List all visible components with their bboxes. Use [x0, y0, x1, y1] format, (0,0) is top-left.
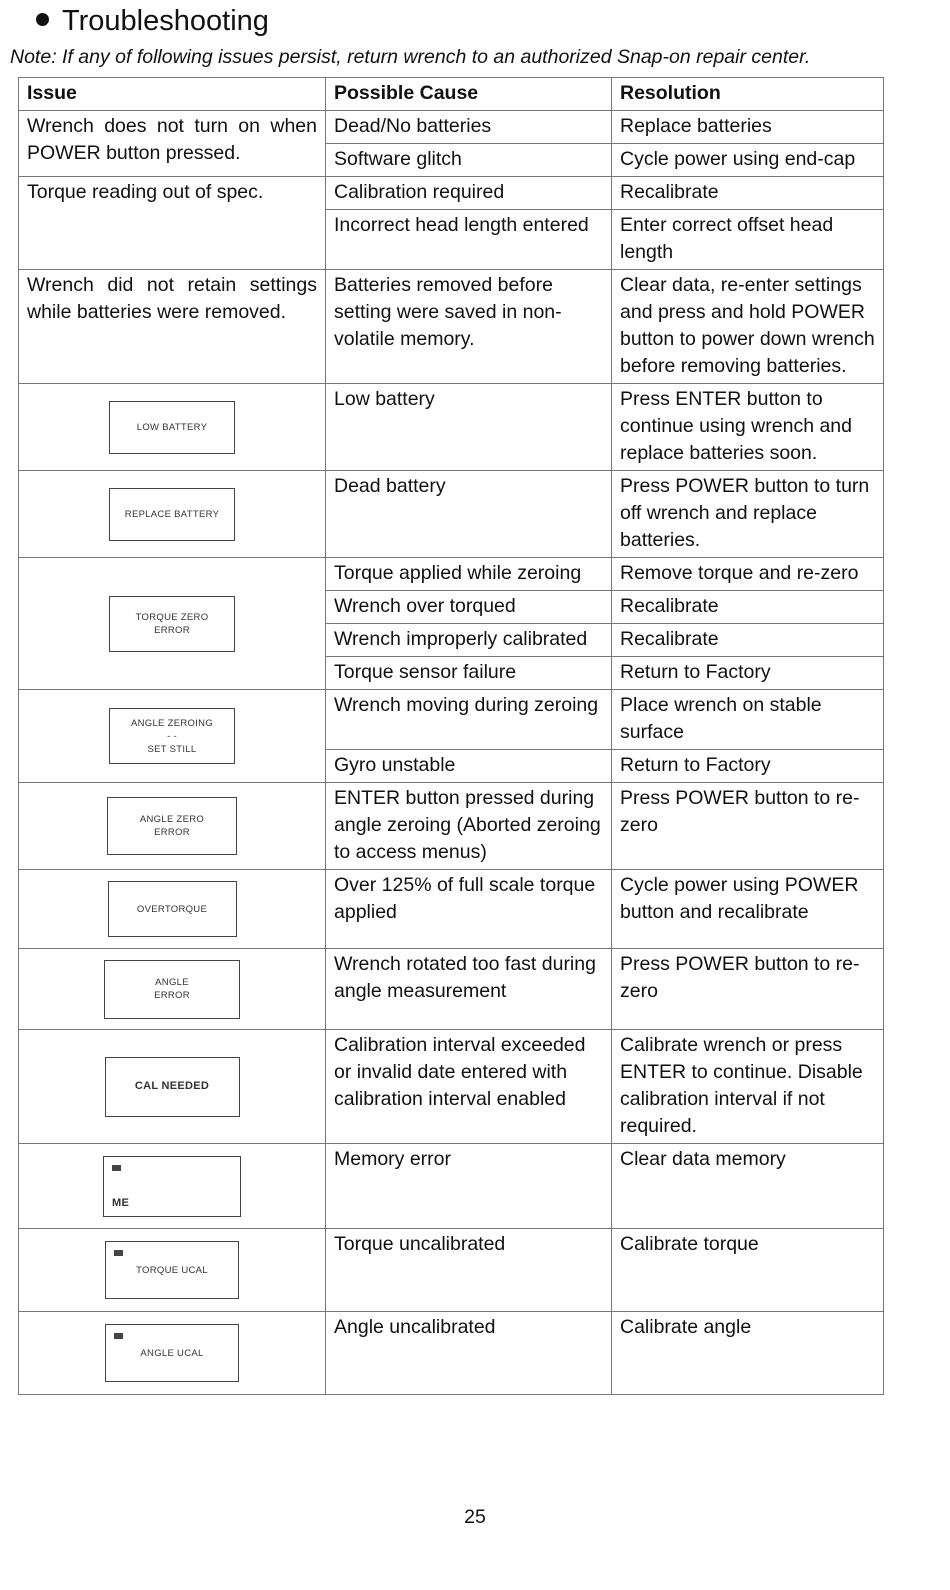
issue-cell: Wrench does not turn on when POWER button pressed.	[19, 111, 326, 177]
display-cell	[19, 949, 326, 1030]
lcd-line: CAL NEEDED	[134, 1080, 210, 1092]
cause-cell: Calibration required	[326, 177, 612, 210]
resolution-cell: Place wrench on stable surface	[612, 690, 884, 750]
cause-cell: Over 125% of full scale torque applied	[326, 870, 612, 949]
cause-cell: Wrench moving during zeroing	[326, 690, 612, 750]
resolution-cell: Recalibrate	[612, 591, 884, 624]
lcd-line: REPLACE BATTERY	[124, 508, 220, 520]
cause-cell: Memory error	[326, 1144, 612, 1229]
display-cell	[19, 1312, 326, 1395]
resolution-cell: Calibrate torque	[612, 1229, 884, 1312]
cause-cell: ENTER button pressed during angle zeroing (Aborted zeroing to access menus)	[326, 783, 612, 870]
resolution-cell: Calibrate wrench or press ENTER to continue. Disable calibration interval if not required.	[612, 1030, 884, 1144]
page-number: 25	[464, 1506, 486, 1528]
resolution-cell: Press POWER button to turn off wrench and replace batteries.	[612, 471, 884, 558]
lcd-display	[103, 1156, 241, 1217]
lcd-display	[105, 1057, 240, 1117]
table-row	[19, 177, 884, 210]
note-text: Note: If any of following issues persist, return wrench to an authorized Snap-on repair center.	[10, 46, 811, 68]
lcd-display	[109, 488, 235, 541]
resolution-cell: Recalibrate	[612, 624, 884, 657]
cause-cell: Low battery	[326, 384, 612, 471]
display-cell	[19, 471, 326, 558]
table-header-row	[19, 78, 884, 111]
resolution-cell: Press POWER button to re-zero	[612, 783, 884, 870]
lcd-display	[109, 596, 235, 652]
table-row	[19, 1030, 884, 1144]
bullet-icon	[36, 13, 49, 26]
lcd-line: ANGLE	[155, 977, 189, 988]
cause-cell: Torque applied while zeroing	[326, 558, 612, 591]
table-row	[19, 783, 884, 870]
lcd-line: ME	[112, 1196, 130, 1209]
display-cell	[19, 384, 326, 471]
resolution-cell: Return to Factory	[612, 657, 884, 690]
cause-cell: Wrench improperly calibrated	[326, 624, 612, 657]
table-row	[19, 870, 884, 949]
resolution-cell: Clear data memory	[612, 1144, 884, 1229]
display-cell	[19, 1144, 326, 1229]
table-row	[19, 471, 884, 558]
display-cell	[19, 783, 326, 870]
lcd-line: ERROR	[154, 624, 190, 636]
table-row	[19, 558, 884, 591]
display-cell	[19, 558, 326, 690]
lcd-line: ANGLE UCAL	[140, 1347, 204, 1359]
lcd-line: TORQUE ZERO	[135, 611, 209, 623]
resolution-cell: Calibrate angle	[612, 1312, 884, 1395]
cause-cell: Torque uncalibrated	[326, 1229, 612, 1312]
heading-text: Troubleshooting	[62, 5, 269, 37]
cause-cell: Dead/No batteries	[326, 111, 612, 144]
lcd-display	[105, 1241, 239, 1299]
section-heading	[36, 3, 269, 39]
cause-cell: Torque sensor failure	[326, 657, 612, 690]
resolution-cell: Press ENTER button to continue using wrench and replace batteries soon.	[612, 384, 884, 471]
battery-icon	[112, 1165, 121, 1171]
lcd-line: SET STILL	[147, 743, 197, 755]
table-row	[19, 1144, 884, 1229]
table-row	[19, 1229, 884, 1312]
cause-cell: Gyro unstable	[326, 750, 612, 783]
lcd-display	[108, 881, 237, 937]
issue-cell: Torque reading out of spec.	[19, 177, 326, 270]
resolution-cell: Replace batteries	[612, 111, 884, 144]
table-row	[19, 949, 884, 1030]
display-cell	[19, 870, 326, 949]
lcd-line: ANGLE ZEROING	[130, 717, 214, 729]
header-possible-cause: Possible Cause	[326, 78, 612, 111]
resolution-cell: Enter correct offset head length	[612, 210, 884, 270]
resolution-cell: Return to Factory	[612, 750, 884, 783]
battery-icon	[114, 1250, 123, 1256]
lcd-line: ERROR	[154, 990, 190, 1001]
resolution-cell: Recalibrate	[612, 177, 884, 210]
lcd-line: OVERTORQUE	[136, 903, 208, 915]
lcd-display	[109, 708, 235, 764]
resolution-cell: Remove torque and re-zero	[612, 558, 884, 591]
lcd-line: ERROR	[154, 827, 190, 838]
lcd-line: - -	[167, 730, 177, 742]
display-cell	[19, 1030, 326, 1144]
resolution-cell: Clear data, re-enter settings and press and hold POWER button to power down wrench before removing batteries.	[612, 270, 884, 384]
cause-cell: Angle uncalibrated	[326, 1312, 612, 1395]
battery-icon	[114, 1333, 123, 1339]
lcd-display	[104, 960, 240, 1019]
troubleshooting-table	[18, 77, 884, 1395]
lcd-display	[105, 1324, 239, 1382]
table-row	[19, 690, 884, 750]
cause-cell: Batteries removed before setting were saved in non-volatile memory.	[326, 270, 612, 384]
issue-cell: Wrench did not retain settings while batteries were removed.	[19, 270, 326, 384]
display-cell	[19, 690, 326, 783]
table-row	[19, 111, 884, 144]
resolution-cell: Press POWER button to re-zero	[612, 949, 884, 1030]
cause-cell: Wrench over torqued	[326, 591, 612, 624]
cause-cell: Incorrect head length entered	[326, 210, 612, 270]
header-resolution: Resolution	[612, 78, 884, 111]
lcd-line: TORQUE UCAL	[136, 1264, 208, 1276]
table-row	[19, 1312, 884, 1395]
cause-cell: Software glitch	[326, 144, 612, 177]
lcd-display	[107, 797, 237, 855]
table-row	[19, 384, 884, 471]
table-row	[19, 270, 884, 384]
lcd-line: LOW BATTERY	[136, 421, 208, 433]
lcd-display	[109, 401, 235, 454]
display-cell	[19, 1229, 326, 1312]
header-issue: Issue	[19, 78, 326, 111]
cause-cell: Wrench rotated too fast during angle measurement	[326, 949, 612, 1030]
cause-cell: Dead battery	[326, 471, 612, 558]
lcd-line: ANGLE ZERO	[139, 814, 205, 825]
resolution-cell: Cycle power using POWER button and recalibrate	[612, 870, 884, 949]
resolution-cell: Cycle power using end-cap	[612, 144, 884, 177]
cause-cell: Calibration interval exceeded or invalid date entered with calibration interval enabled	[326, 1030, 612, 1144]
